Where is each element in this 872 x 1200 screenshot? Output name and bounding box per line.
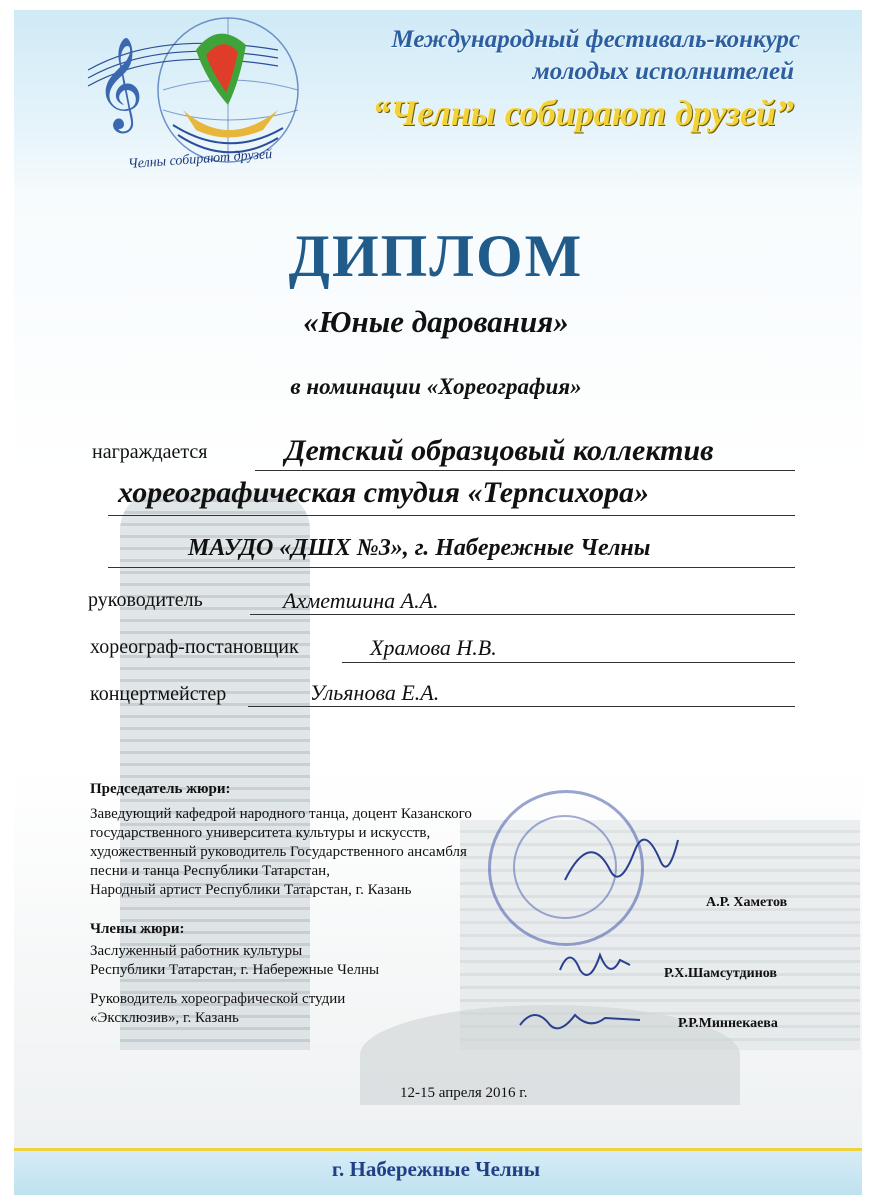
member-2-signature (515, 1000, 645, 1040)
recipient-line-1: Детский образцовый коллектив (285, 434, 714, 467)
diploma-title: ДИПЛОМ (288, 223, 584, 289)
member1-line: Заслуженный работник культуры (90, 943, 303, 959)
diploma-subtitle: «Юные дарования» (303, 304, 569, 339)
leader-label: руководитель (88, 589, 203, 611)
nomination-line: в номинации «Хореография» (290, 374, 582, 399)
jury-member-2-description (90, 990, 345, 1028)
svg-text:𝄞: 𝄞 (96, 36, 144, 129)
choreographer-value: Храмова Н.В. (370, 635, 497, 660)
chair-line: государственного университета культуры и искусств, (90, 825, 431, 841)
member-1-signature (555, 940, 635, 990)
leader-value: Ахметшина А.А. (283, 588, 439, 613)
underline-2 (108, 515, 795, 516)
underline-leader (250, 614, 795, 615)
logo-caption: Челны собирают друзей (127, 146, 273, 173)
underline-1 (255, 470, 795, 471)
recipient-line-3: МАУДО «ДШХ №3», г. Набережные Челны (188, 535, 651, 561)
recipient-line-2: хореографическая студия «Терпсихора» (118, 476, 649, 509)
jury-chair-name: А.Р. Хаметов (706, 895, 788, 910)
jury-member-1-description (90, 942, 379, 980)
festival-line-1: Международный фестиваль-конкурс (391, 26, 800, 53)
festival-name: “Челны собирают друзей” (372, 93, 794, 133)
chair-line: художественный руководитель Государственного ансамбля (90, 844, 467, 860)
jury-member-1-name: Р.Х.Шамсутдинов (664, 966, 777, 981)
jury-members-heading: Члены жюри: (90, 921, 185, 937)
chair-line: Народный артист Республики Татарстан, г. Казань (90, 882, 412, 898)
awarded-label: награждается (92, 441, 208, 463)
chair-line: Заведующий кафедрой народного танца, доцент Казанского (90, 806, 472, 822)
festival-line-2: молодых исполнителей (532, 58, 794, 85)
underline-3 (108, 567, 795, 568)
jury-chair-heading: Председатель жюри: (90, 781, 231, 797)
festival-date: 12-15 апреля 2016 г. (400, 1085, 528, 1101)
accompanist-value: Ульянова Е.А. (310, 680, 440, 705)
jury-member-2-name: Р.Р.Миннекаева (678, 1016, 778, 1031)
choreographer-label: хореограф-постановщик (90, 636, 299, 658)
underline-accompanist (248, 706, 795, 707)
member2-line: «Эксклюзив», г. Казань (90, 1010, 239, 1026)
jury-chair-description (90, 805, 472, 900)
footer-city: г. Набережные Челны (331, 1157, 541, 1181)
member2-line: Руководитель хореографической студии (90, 991, 346, 1007)
chair-signature (560, 820, 680, 900)
member1-line: Республики Татарстан, г. Набережные Челны (90, 962, 380, 978)
underline-choreographer (342, 662, 795, 663)
accompanist-label: концертмейстер (90, 683, 227, 705)
chair-line: песни и танца Республики Татарстан, (90, 863, 330, 879)
